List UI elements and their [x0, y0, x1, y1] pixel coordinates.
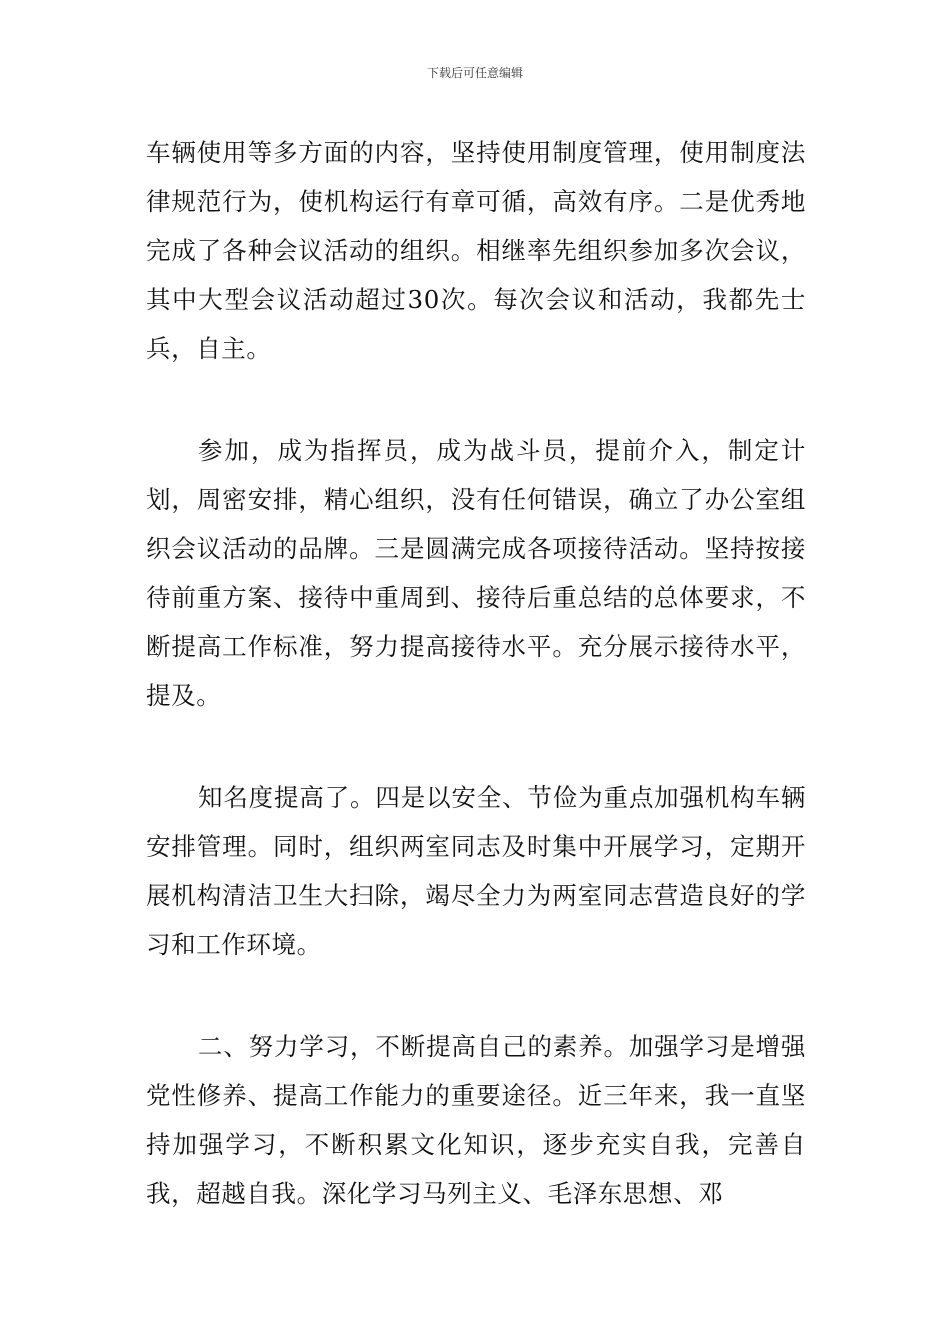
paragraph-gap: [146, 969, 806, 1022]
paragraph-gap: [146, 720, 806, 773]
paragraph-1: 车辆使用等多方面的内容，坚持使用制度管理，使用制度法律规范行为，使机构运行有章可循，高效有序。二是优秀地完成了各种会议活动的组织。相继率先组织参加多次会议，其中大型会议活动超过30次。每次会议和活动，我都先士兵，自主。: [146, 138, 806, 363]
paragraph-gap: [146, 373, 806, 426]
paragraph-4: 二、努力学习，不断提高自己的素养。加强学习是增强党性修养、提高工作能力的重要途径。近三年来，我一直坚持加强学习，不断积累文化知识，逐步充实自我，完善自我，超越自我。深化学习马列主义、毛泽东思想、邓: [146, 1032, 806, 1208]
document-body: [146, 128, 806, 1218]
paragraph-2: 参加，成为指挥员，成为战斗员，提前介入，制定计划，周密安排，精心组织，没有任何错误，确立了办公室组织会议活动的品牌。三是圆满完成各项接待活动。坚持按接待前重方案、接待中重周到、接待后重总结的总体要求，不断提高工作标准，努力提高接待水平。充分展示接待水平，提及。: [146, 436, 806, 710]
paragraph-3: 知名度提高了。四是以安全、节俭为重点加强机构车辆安排管理。同时，组织两室同志及时集中开展学习，定期开展机构清洁卫生大扫除，竭尽全力为两室同志营造良好的学习和工作环境。: [146, 783, 806, 959]
page-header-caption: 下载后可任意编辑: [426, 66, 523, 80]
